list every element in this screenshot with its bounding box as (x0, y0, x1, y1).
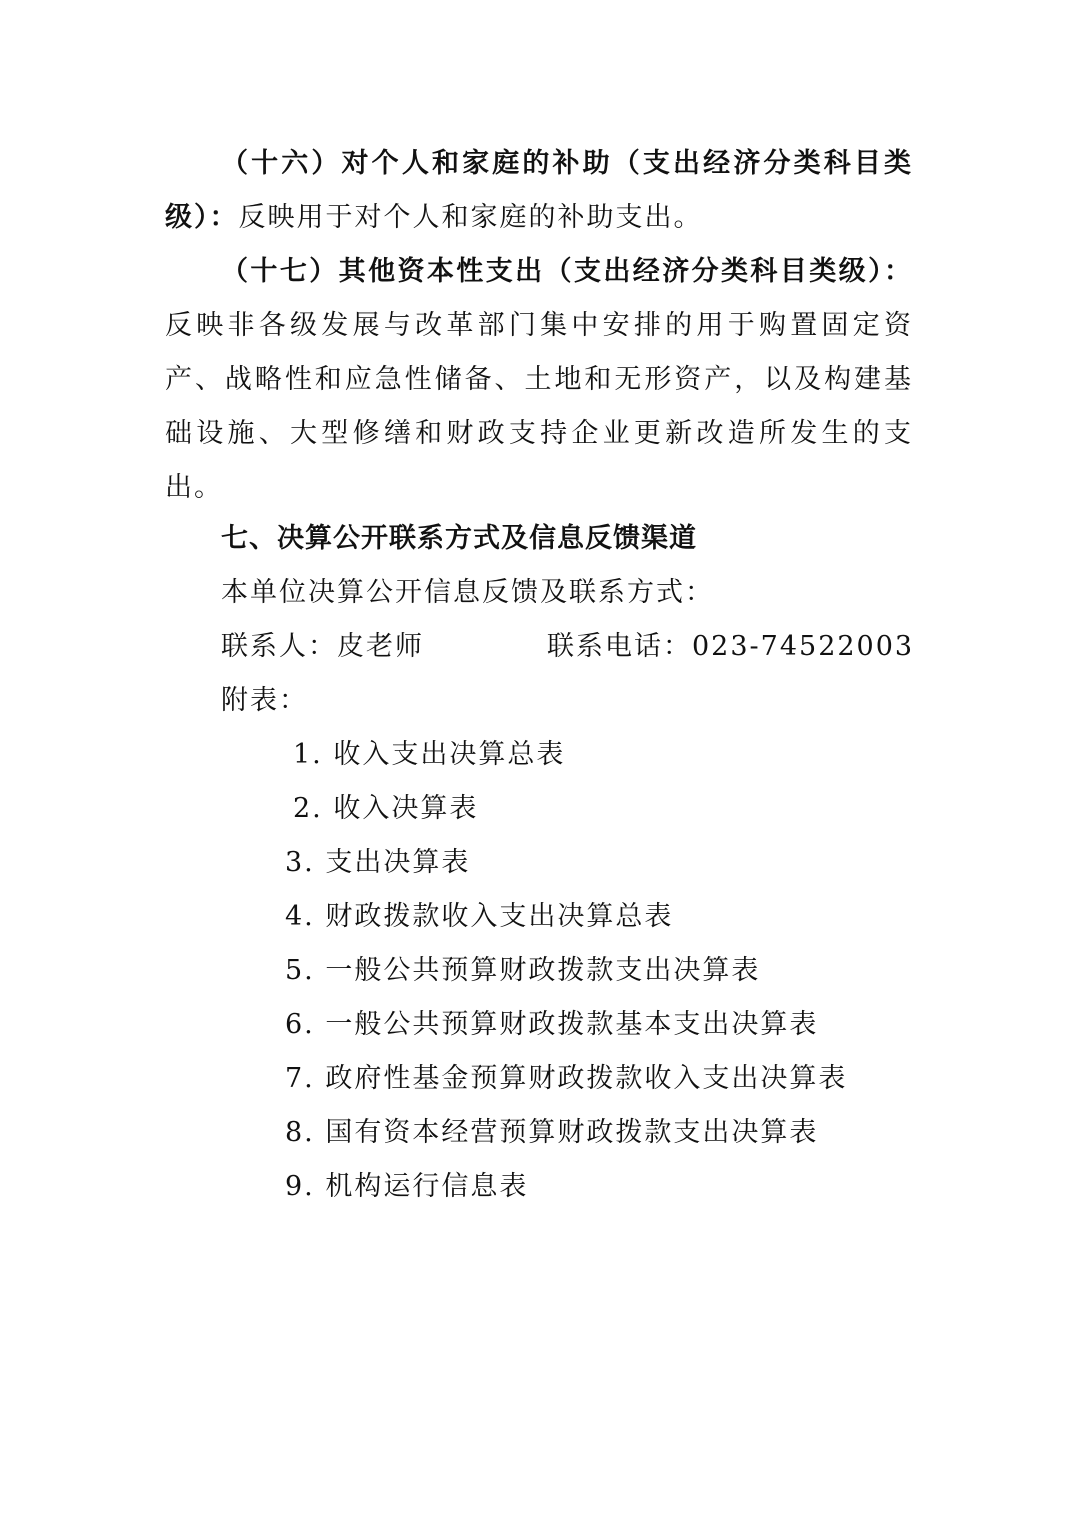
attachment-item: 8. 国有资本经营预算财政拨款支出决算表 (285, 1117, 819, 1148)
attachments-label: 附表： (221, 685, 308, 716)
attachment-item: 9. 机构运行信息表 (285, 1171, 529, 1202)
attachment-item: 7. 政府性基金预算财政拨款收入支出决算表 (285, 1063, 848, 1094)
item-17-text: 反映非各级发展与改革部门集中安排的用于购置固定资产、战略性和应急性储备、土地和无形资产，以及构建基础设施、大型修缮和财政支持企业更新改造所发生的支出。 (165, 310, 913, 503)
contact-phone: 联系电话：023-74522003 (547, 631, 915, 662)
section-title-contact: 七、决算公开联系方式及信息反馈渠道 (221, 523, 697, 554)
attachment-item: 2. 收入决算表 (293, 793, 479, 824)
attachment-item: 1. 收入支出决算总表 (293, 739, 566, 770)
attachment-item: 5. 一般公共预算财政拨款支出决算表 (285, 955, 761, 986)
item-17-heading: （十七）其他资本性支出（支出经济分类科目类级）： (221, 256, 913, 287)
item-16-heading: （十六）对个人和家庭的补助（支出经济分类科目类级）： (165, 148, 913, 233)
paragraph-item-17 (165, 245, 913, 515)
contact-person: 联系人：皮老师 (221, 631, 424, 662)
attachment-item: 4. 财政拨款收入支出决算总表 (285, 901, 674, 932)
contact-intro: 本单位决算公开信息反馈及联系方式： (221, 577, 714, 608)
item-16-text: 反映用于对个人和家庭的补助支出。 (238, 202, 703, 233)
paragraph-item-16 (165, 137, 913, 245)
attachment-item: 3. 支出决算表 (285, 847, 471, 878)
attachment-item: 6. 一般公共预算财政拨款基本支出决算表 (285, 1009, 819, 1040)
contact-line (221, 620, 915, 674)
